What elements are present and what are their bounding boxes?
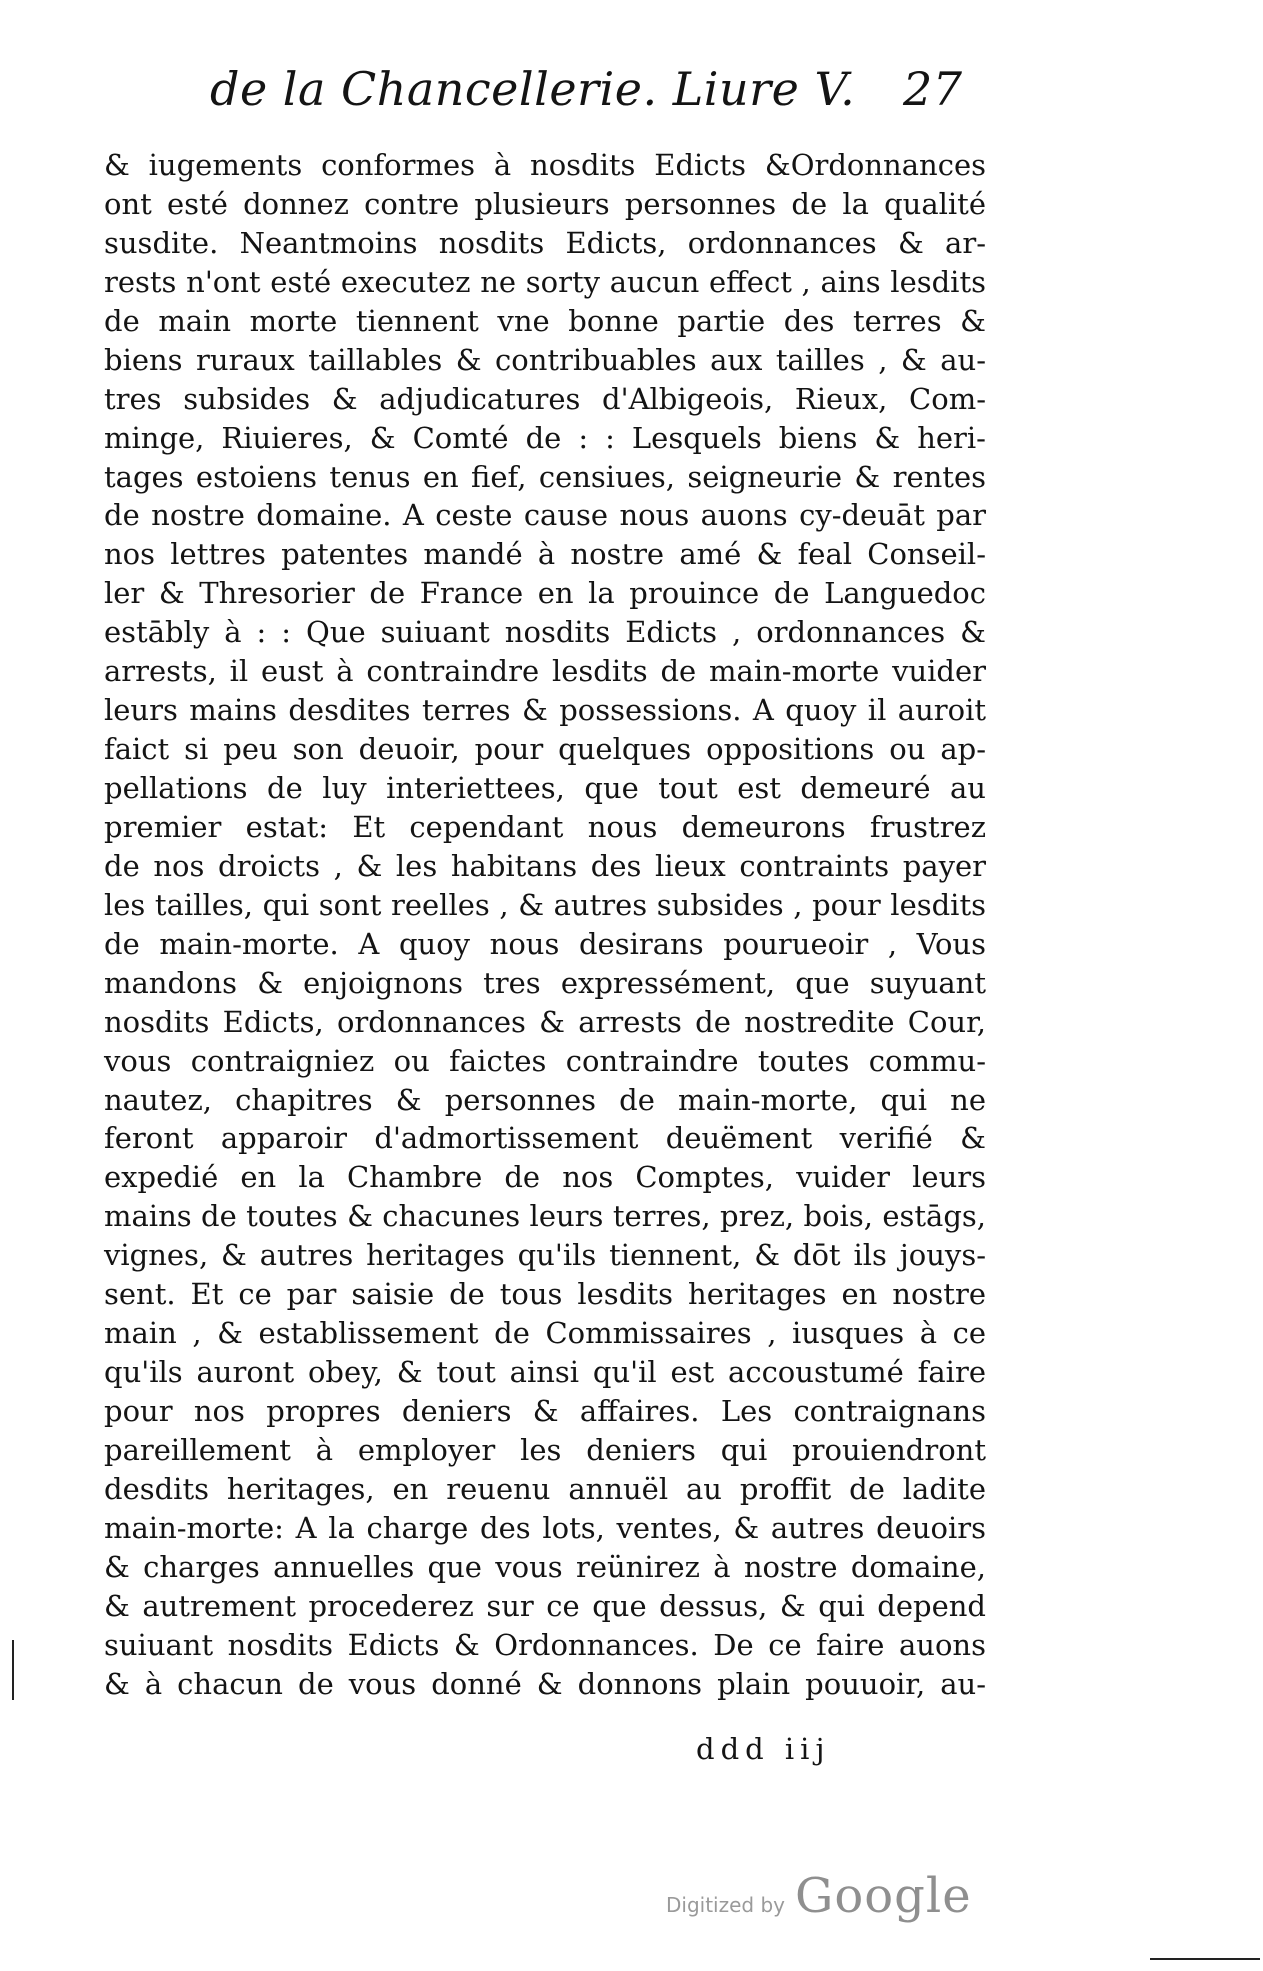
- text-line: estābly à : : Que suiuant nosdits Edicts , ordonnances &: [104, 615, 986, 650]
- text-line: vignes, & autres heritages qu'ils tiennent, & dōt ils jouys-: [104, 1238, 986, 1273]
- page-number: 27: [903, 62, 963, 116]
- text-line: & autrement procederez sur ce que dessus, & qui depend: [104, 1588, 986, 1623]
- text-line: susdite. Neantmoins nosdits Edicts, ordonnances & ar-: [104, 225, 986, 260]
- text-line: minge, Riuieres, & Comté de : : Lesquels biens & heri-: [104, 420, 986, 455]
- text-line: pareillement à employer les deniers qui prouiendront: [104, 1432, 986, 1467]
- text-line: tres subsides & adjudicatures d'Albigeois, Rieux, Com-: [104, 381, 986, 416]
- text-line: nos lettres patentes mandé à nostre amé & feal Conseil-: [104, 537, 986, 572]
- digitization-watermark: [666, 1868, 972, 1924]
- text-line: de nos droicts , & les habitans des lieux contraints payer: [104, 848, 986, 883]
- text-line: ont esté donnez contre plusieurs personnes de la qualité: [104, 186, 986, 221]
- text-line: de nostre domaine. A ceste cause nous auons cy-deuāt par: [104, 498, 986, 533]
- body-text: [104, 146, 986, 1704]
- text-line: suiuant nosdits Edicts & Ordonnances. De ce faire auons: [104, 1627, 986, 1662]
- running-header: [210, 62, 990, 132]
- text-line: vous contraigniez ou faictes contraindre toutes commu-: [104, 1043, 986, 1078]
- text-line: main-morte: A la charge des lots, ventes, & autres deuoirs: [104, 1510, 986, 1545]
- text-line: desdits heritages, en reuenu annuël au proffit de ladite: [104, 1471, 986, 1506]
- text-line: mains de toutes & chacunes leurs terres, prez, bois, estāgs,: [104, 1199, 986, 1234]
- text-line: & à chacun de vous donné & donnons plain pouuoir, au-: [104, 1666, 986, 1701]
- text-line: & charges annuelles que vous reünirez à nostre domaine,: [104, 1549, 986, 1584]
- scan-edge-mark-bottom: [1150, 1958, 1260, 1960]
- text-line: arrests, il eust à contraindre lesdits de main-morte vuider: [104, 654, 986, 689]
- watermark-prefix: Digitized by: [666, 1893, 785, 1917]
- text-line: premier estat: Et cependant nous demeurons frustrez: [104, 809, 986, 844]
- text-line: biens ruraux taillables & contribuables aux tailles , & au-: [104, 342, 986, 377]
- text-line: de main-morte. A quoy nous desirans pourueoir , Vous: [104, 926, 986, 961]
- text-line: sent. Et ce par saisie de tous lesdits heritages en nostre: [104, 1277, 986, 1312]
- text-line: leurs mains desdites terres & possessions. A quoy il auroit: [104, 693, 986, 728]
- text-line: tages estoiens tenus en fief, censiues, seigneurie & rentes: [104, 459, 986, 494]
- text-line: nosdits Edicts, ordonnances & arrests de nostredite Cour,: [104, 1004, 986, 1039]
- text-line: pellations de luy interiettees, que tout est demeuré au: [104, 771, 986, 805]
- chapter-title: de la Chancellerie. Liure V.: [210, 62, 856, 116]
- text-line: & iugements conformes à nosdits Edicts &Ordonnances: [104, 148, 986, 182]
- text-line: faict si peu son deuoir, pour quelques oppositions ou ap-: [104, 732, 986, 767]
- text-line: main , & establissement de Commissaires , iusques à ce: [104, 1316, 986, 1351]
- text-line: ler & Thresorier de France en la prouince de Languedoc: [104, 576, 986, 611]
- text-line: les tailles, qui sont reelles , & autres subsides , pour lesdits: [104, 887, 986, 922]
- text-line: qu'ils auront obey, & tout ainsi qu'il est accoustumé faire: [104, 1355, 986, 1390]
- text-line: pour nos propres deniers & affaires. Les contraignans: [104, 1394, 986, 1428]
- text-line: feront apparoir d'admortissement deuëment verifié &: [104, 1121, 986, 1156]
- scan-edge-mark-left: [12, 1640, 14, 1700]
- text-line: expedié en la Chambre de nos Comptes, vuider leurs: [104, 1160, 986, 1195]
- text-line: nautez, chapitres & personnes de main-morte, qui ne: [104, 1082, 986, 1117]
- signature-mark: ddd iij: [696, 1732, 831, 1766]
- google-logo: Google: [795, 1868, 972, 1924]
- text-line: rests n'ont esté executez ne sorty aucun effect , ains lesdits: [104, 264, 986, 299]
- text-line: mandons & enjoignons tres expressément, que suyuant: [104, 965, 986, 1000]
- text-line: de main morte tiennent vne bonne partie des terres &: [104, 303, 986, 338]
